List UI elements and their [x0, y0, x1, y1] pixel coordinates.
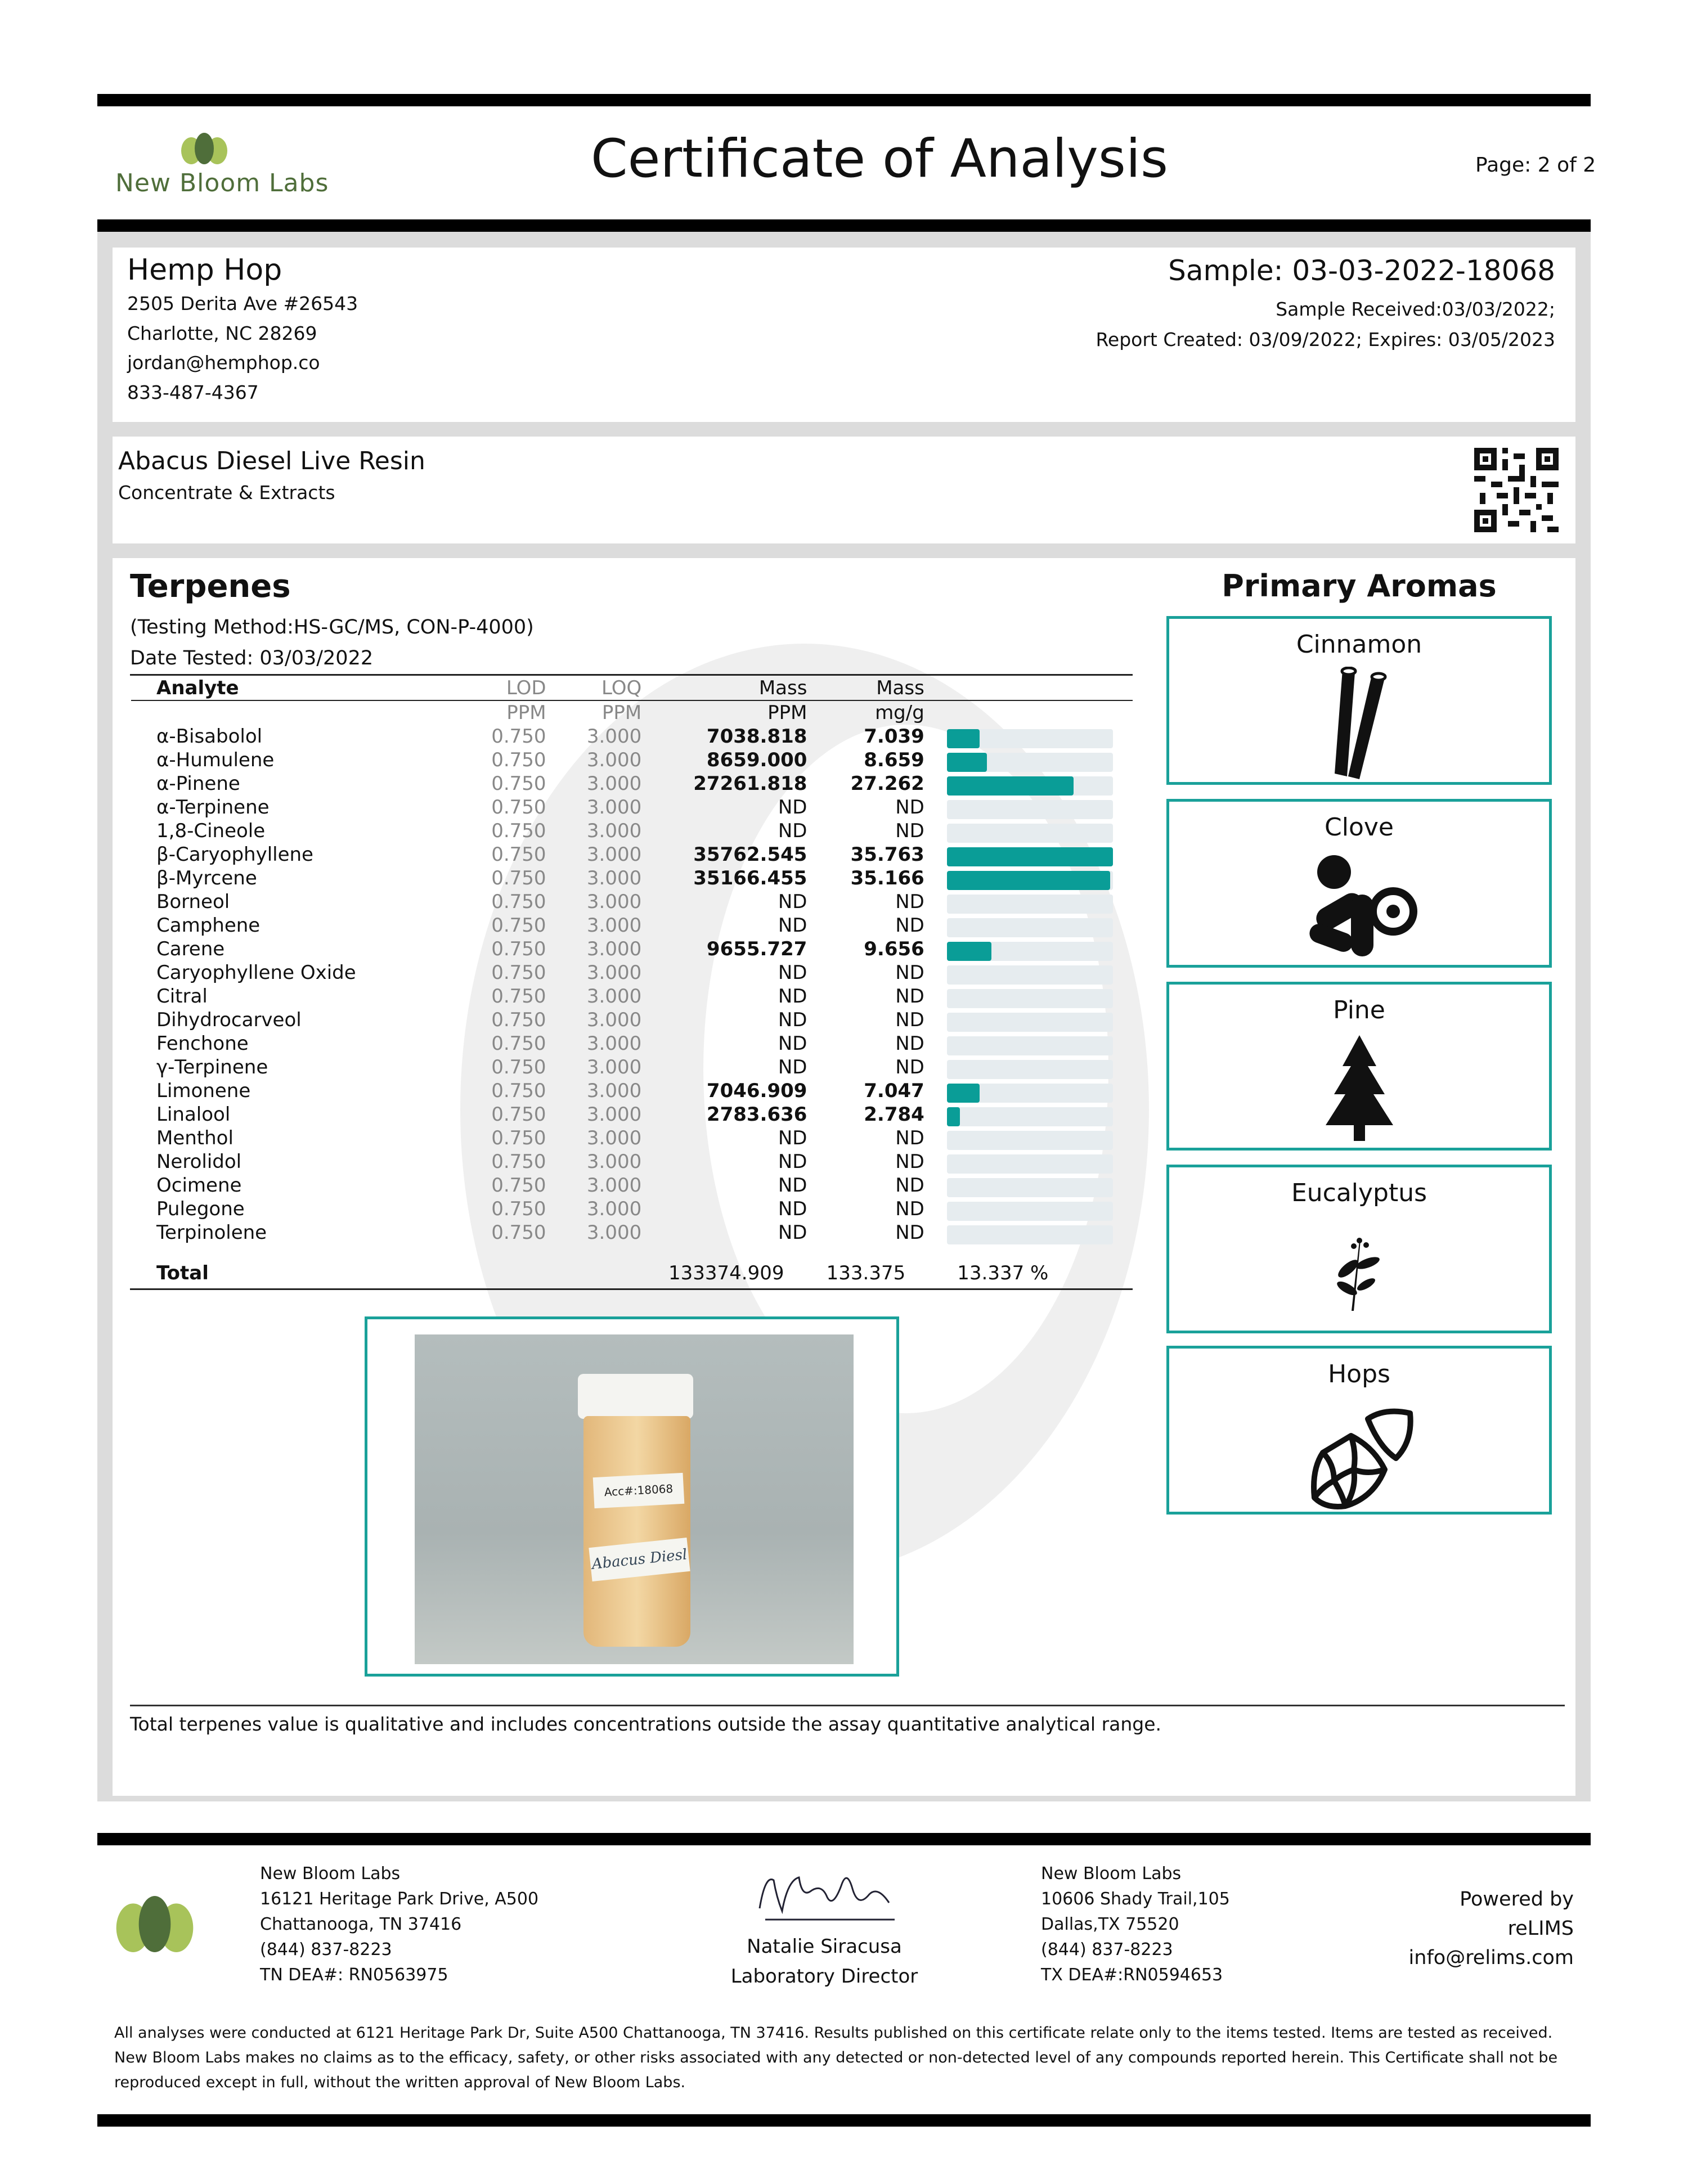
table-units-row [131, 700, 1133, 725]
product-category: Concentrate & Extracts [118, 482, 335, 504]
level-bar-track [947, 1154, 1113, 1174]
analyte-name: β-Caryophyllene [156, 843, 313, 866]
analyte-loq: 3.000 [586, 1127, 642, 1149]
product-card [113, 437, 1575, 543]
level-bar-track [947, 776, 1113, 796]
page-number: Page: 2 of 2 [1475, 154, 1596, 177]
jar-label-top: Acc#:18068 [593, 1473, 685, 1508]
client-address2: Charlotte, NC 28269 [127, 322, 317, 344]
analyte-name: Pulegone [156, 1198, 245, 1220]
lab2-dea: TX DEA#:RN0594653 [1041, 1965, 1223, 1985]
analyte-name: Dihydrocarveol [156, 1009, 302, 1031]
lab2-phone: (844) 837-8223 [1041, 1940, 1173, 1960]
table-row [131, 1055, 1133, 1079]
analyte-name: Menthol [156, 1127, 234, 1149]
analyte-lod: 0.750 [491, 1174, 546, 1197]
table-row [131, 772, 1133, 796]
header-mass-ppm: Mass [758, 677, 807, 699]
analyte-ppm: 7046.909 [706, 1080, 807, 1102]
terpenes-note: Total terpenes value is qualitative and includes concentrations outside the assay quantitative analytical range. [130, 1713, 1162, 1735]
analyte-loq: 3.000 [586, 1056, 642, 1078]
table-row [131, 1197, 1133, 1221]
analyte-name: Camphene [156, 914, 261, 937]
client-phone: 833-487-4367 [127, 381, 259, 403]
analyte-mg: ND [895, 1151, 924, 1173]
analyte-loq: 3.000 [586, 820, 642, 842]
analyte-loq: 3.000 [586, 796, 642, 819]
table-row [131, 1174, 1133, 1197]
table-row [131, 1126, 1133, 1150]
jar-cap [578, 1374, 693, 1419]
analyte-mg: ND [895, 1127, 924, 1149]
table-row [131, 819, 1133, 843]
total-percent: 13.337 % [957, 1262, 1049, 1284]
director-title: Laboratory Director [730, 1965, 918, 1988]
level-bar-track [947, 1131, 1113, 1150]
analyte-ppm: ND [778, 961, 807, 984]
table-row [131, 796, 1133, 819]
clove-icon [1298, 850, 1421, 962]
analyte-lod: 0.750 [491, 1080, 546, 1102]
footer-logo-icon [113, 1893, 197, 1961]
analyte-mg: ND [895, 1198, 924, 1220]
powered-by: Powered by [1460, 1888, 1574, 1911]
analyte-mg: ND [895, 961, 924, 984]
top-rule [97, 94, 1591, 106]
analyte-ppm: ND [778, 1127, 807, 1149]
analyte-lod: 0.750 [491, 1056, 546, 1078]
analyte-loq: 3.000 [586, 867, 642, 889]
total-label: Total [156, 1262, 209, 1284]
table-header-row [131, 676, 1133, 700]
analyte-lod: 0.750 [491, 725, 546, 748]
analyte-lod: 0.750 [491, 1009, 546, 1031]
aroma-pine [1166, 982, 1552, 1151]
analyte-name: Limonene [156, 1080, 251, 1102]
analyte-loq: 3.000 [586, 1080, 642, 1102]
analyte-lod: 0.750 [491, 1221, 546, 1244]
analyte-loq: 3.000 [586, 1009, 642, 1031]
analyte-name: Nerolidol [156, 1151, 242, 1173]
analyte-loq: 3.000 [586, 1198, 642, 1220]
analyte-loq: 3.000 [586, 1174, 642, 1197]
analyte-ppm: 35762.545 [693, 843, 807, 866]
aroma-clove [1166, 799, 1552, 968]
analyte-ppm: ND [778, 891, 807, 913]
analyte-loq: 3.000 [586, 772, 642, 795]
table-bottom-rule [130, 1288, 1133, 1290]
aromas-title: Primary Aromas [1222, 568, 1497, 604]
level-bar-fill [947, 1107, 960, 1126]
aroma-hops [1166, 1346, 1552, 1515]
unit-mass-mg: mg/g [875, 702, 924, 724]
analyte-mg: 35.166 [850, 867, 924, 889]
report-dates: Report Created: 03/09/2022; Expires: 03/05/2023 [1096, 329, 1555, 350]
aroma-label: Hops [1328, 1360, 1390, 1388]
jar-body [583, 1416, 690, 1647]
analyte-lod: 0.750 [491, 1032, 546, 1055]
analyte-mg: ND [895, 1221, 924, 1244]
analyte-ppm: ND [778, 1032, 807, 1055]
analyte-ppm: ND [778, 1198, 807, 1220]
analyte-loq: 3.000 [586, 725, 642, 748]
director-signature-icon [748, 1863, 900, 1925]
note-rule [130, 1705, 1565, 1706]
level-bar-track [947, 965, 1113, 985]
analyte-name: Linalool [156, 1103, 231, 1126]
terpene-table [131, 676, 1133, 1244]
unit-loq: PPM [601, 702, 642, 724]
analyte-lod: 0.750 [491, 961, 546, 984]
lab2-city: Dallas,TX 75520 [1041, 1915, 1179, 1934]
client-email: jordan@hemphop.co [127, 352, 320, 374]
header-analyte: Analyte [156, 677, 239, 699]
analyte-mg: 27.262 [850, 772, 924, 795]
header-rule [97, 219, 1591, 232]
lab1-phone: (844) 837-8223 [260, 1940, 392, 1960]
analyte-name: α-Bisabolol [156, 725, 263, 748]
jar-label-handwritten: Abacus Diesl [589, 1538, 690, 1581]
level-bar-track [947, 871, 1113, 890]
analyte-ppm: 35166.455 [693, 867, 807, 889]
analyte-name: Terpinolene [156, 1221, 267, 1244]
analyte-ppm: ND [778, 796, 807, 819]
aroma-eucalyptus [1166, 1165, 1552, 1333]
table-row [131, 1103, 1133, 1126]
hops-icon [1300, 1402, 1418, 1515]
logo-text: New Bloom Labs [115, 169, 329, 197]
table-row [131, 890, 1133, 914]
analyte-ppm: ND [778, 985, 807, 1008]
terpenes-title: Terpenes [130, 568, 291, 605]
footer-top-rule [97, 1833, 1591, 1845]
unit-mass-ppm: PPM [767, 702, 807, 724]
analyte-mg: 7.047 [864, 1080, 924, 1102]
level-bar-track [947, 1107, 1113, 1126]
level-bar-track [947, 1013, 1113, 1032]
level-bar-fill [947, 871, 1110, 890]
table-row [131, 937, 1133, 961]
analyte-name: α-Humulene [156, 749, 275, 771]
analyte-name: Borneol [156, 891, 230, 913]
analyte-lod: 0.750 [491, 867, 546, 889]
level-bar-track [947, 1036, 1113, 1055]
table-row [131, 914, 1133, 937]
analyte-loq: 3.000 [586, 1221, 642, 1244]
analyte-ppm: ND [778, 1009, 807, 1031]
analyte-mg: ND [895, 820, 924, 842]
analyte-lod: 0.750 [491, 1127, 546, 1149]
analyte-loq: 3.000 [586, 914, 642, 937]
aroma-label: Eucalyptus [1291, 1179, 1427, 1207]
analyte-lod: 0.750 [491, 1151, 546, 1173]
analyte-mg: 35.763 [850, 843, 924, 866]
analyte-name: Citral [156, 985, 208, 1008]
analyte-mg: ND [895, 1056, 924, 1078]
analyte-mg: 7.039 [864, 725, 924, 748]
analyte-mg: ND [895, 891, 924, 913]
analyte-lod: 0.750 [491, 749, 546, 771]
analyte-lod: 0.750 [491, 891, 546, 913]
powered-block [1409, 1885, 1574, 1972]
level-bar-track [947, 895, 1113, 914]
table-row [131, 748, 1133, 772]
analyte-lod: 0.750 [491, 796, 546, 819]
client-address1: 2505 Derita Ave #26543 [127, 293, 358, 314]
analyte-ppm: 27261.818 [693, 772, 807, 795]
level-bar-fill [947, 729, 980, 748]
level-bar-fill [947, 1084, 980, 1103]
unit-lod: PPM [506, 702, 546, 724]
pine-icon [1323, 1035, 1396, 1142]
leaf-logo-icon [179, 131, 230, 170]
client-name: Hemp Hop [127, 253, 282, 287]
level-bar-track [947, 1178, 1113, 1197]
level-bar-fill [947, 776, 1074, 796]
level-bar-track [947, 1202, 1113, 1221]
analyte-loq: 3.000 [586, 985, 642, 1008]
level-bar-track [947, 989, 1113, 1008]
level-bar-fill [947, 942, 992, 961]
lab1-city: Chattanooga, TN 37416 [260, 1915, 462, 1934]
analyte-ppm: ND [778, 1151, 807, 1173]
level-bar-track [947, 942, 1113, 961]
analyte-mg: 2.784 [864, 1103, 924, 1126]
lab2-name: New Bloom Labs [1041, 1864, 1182, 1884]
analyte-loq: 3.000 [586, 843, 642, 866]
sample-received: Sample Received:03/03/2022; [1276, 298, 1555, 320]
analyte-name: Caryophyllene Oxide [156, 961, 356, 984]
powered-vendor: reLIMS [1507, 1917, 1574, 1940]
analyte-lod: 0.750 [491, 843, 546, 866]
table-row [131, 725, 1133, 748]
level-bar-track [947, 800, 1113, 819]
sample-id: Sample: 03-03-2022-18068 [1168, 254, 1555, 287]
table-row [131, 1079, 1133, 1103]
analyte-mg: ND [895, 914, 924, 937]
analyte-ppm: ND [778, 914, 807, 937]
disclaimer: All analyses were conducted at 6121 Heritage Park Dr, Suite A500 Chattanooga, TN 37416. Results published on this certificate relate only to the items tested. Items are tested as received. New Bloom Labs makes no claims as to the efficacy, safety, or other risks associated with any detected or non-detected level of any compounds reported herein. This Certificate shall not be reproduced except in full, without the written approval of New Bloom Labs. [114, 2024, 1558, 2091]
analyte-mg: ND [895, 1009, 924, 1031]
table-row [131, 866, 1133, 890]
analyte-name: γ-Terpinene [156, 1056, 268, 1078]
analyte-loq: 3.000 [586, 1103, 642, 1126]
date-tested: Date Tested: 03/03/2022 [130, 647, 374, 669]
powered-email: info@relims.com [1408, 1947, 1574, 1969]
level-bar-track [947, 729, 1113, 748]
director-name: Natalie Siracusa [747, 1935, 902, 1958]
analyte-mg: ND [895, 1032, 924, 1055]
lab1-block [260, 1861, 538, 1988]
analyte-ppm: 2783.636 [706, 1103, 807, 1126]
total-table [131, 1261, 1133, 1285]
analyte-name: α-Pinene [156, 772, 240, 795]
analyte-loq: 3.000 [586, 961, 642, 984]
analyte-ppm: 8659.000 [706, 749, 807, 771]
analyte-lod: 0.750 [491, 938, 546, 960]
total-ppm: 133374.909 [668, 1262, 784, 1284]
table-row [131, 1150, 1133, 1174]
header-mass-mg: Mass [876, 677, 924, 699]
level-bar-track [947, 824, 1113, 843]
table-top-rule [130, 674, 1133, 676]
level-bar-fill [947, 847, 1113, 866]
analyte-lod: 0.750 [491, 1198, 546, 1220]
level-bar-track [947, 1225, 1113, 1244]
analyte-ppm: ND [778, 1056, 807, 1078]
product-name: Abacus Diesel Live Resin [118, 447, 425, 475]
analyte-mg: ND [895, 1174, 924, 1197]
level-bar-track [947, 753, 1113, 772]
analyte-lod: 0.750 [491, 985, 546, 1008]
header-loq: LOQ [601, 677, 642, 699]
analyte-lod: 0.750 [491, 1103, 546, 1126]
analyte-name: Fenchone [156, 1032, 249, 1055]
table-row [131, 961, 1133, 985]
footer-bottom-rule [97, 2114, 1591, 2127]
lab1-dea: TN DEA#: RN0563975 [260, 1965, 448, 1985]
level-bar-track [947, 918, 1113, 937]
table-row [131, 985, 1133, 1008]
client-card [113, 248, 1575, 422]
cinnamon-icon [1320, 667, 1399, 779]
total-mg: 133.375 [826, 1262, 906, 1284]
analyte-name: β-Myrcene [156, 867, 257, 889]
lab2-street: 10606 Shady Trail,105 [1041, 1889, 1230, 1909]
total-row [131, 1261, 1133, 1285]
analyte-name: Carene [156, 938, 225, 960]
lab1-street: 16121 Heritage Park Drive, A500 [260, 1889, 539, 1909]
analyte-ppm: ND [778, 1221, 807, 1244]
sample-photo [415, 1334, 854, 1664]
analyte-loq: 3.000 [586, 1032, 642, 1055]
analyte-mg: ND [895, 985, 924, 1008]
testing-method: (Testing Method:HS-GC/MS, CON-P-4000) [130, 616, 534, 639]
analyte-lod: 0.750 [491, 820, 546, 842]
analyte-mg: ND [895, 796, 924, 819]
aroma-label: Clove [1325, 813, 1394, 842]
table-row [131, 1008, 1133, 1032]
table-row [131, 1032, 1133, 1055]
analyte-ppm: 7038.818 [706, 725, 807, 748]
page-title: Certificate of Analysis [591, 128, 1168, 190]
lab2-block [1041, 1861, 1230, 1988]
aroma-label: Pine [1333, 996, 1385, 1024]
analyte-loq: 3.000 [586, 1151, 642, 1173]
analyte-ppm: ND [778, 1174, 807, 1197]
analyte-ppm: 9655.727 [706, 938, 807, 960]
analyte-loq: 3.000 [586, 938, 642, 960]
level-bar-track [947, 1084, 1113, 1103]
analyte-name: α-Terpinene [156, 796, 270, 819]
analyte-loq: 3.000 [586, 749, 642, 771]
table-row [131, 843, 1133, 866]
analyte-mg: 9.656 [864, 938, 924, 960]
analyte-name: 1,8-Cineole [156, 820, 266, 842]
eucalyptus-icon [1331, 1235, 1388, 1314]
level-bar-fill [947, 753, 987, 772]
analyte-loq: 3.000 [586, 891, 642, 913]
table-row [131, 1221, 1133, 1244]
analyte-lod: 0.750 [491, 772, 546, 795]
analyte-name: Ocimene [156, 1174, 242, 1197]
aroma-label: Cinnamon [1296, 630, 1422, 659]
level-bar-track [947, 1060, 1113, 1079]
analyte-mg: 8.659 [864, 749, 924, 771]
header-lod: LOD [506, 677, 546, 699]
aroma-cinnamon [1166, 616, 1552, 785]
analyte-lod: 0.750 [491, 914, 546, 937]
level-bar-track [947, 847, 1113, 866]
qr-code-icon [1474, 448, 1559, 532]
analyte-ppm: ND [778, 820, 807, 842]
lab1-name: New Bloom Labs [260, 1864, 401, 1884]
